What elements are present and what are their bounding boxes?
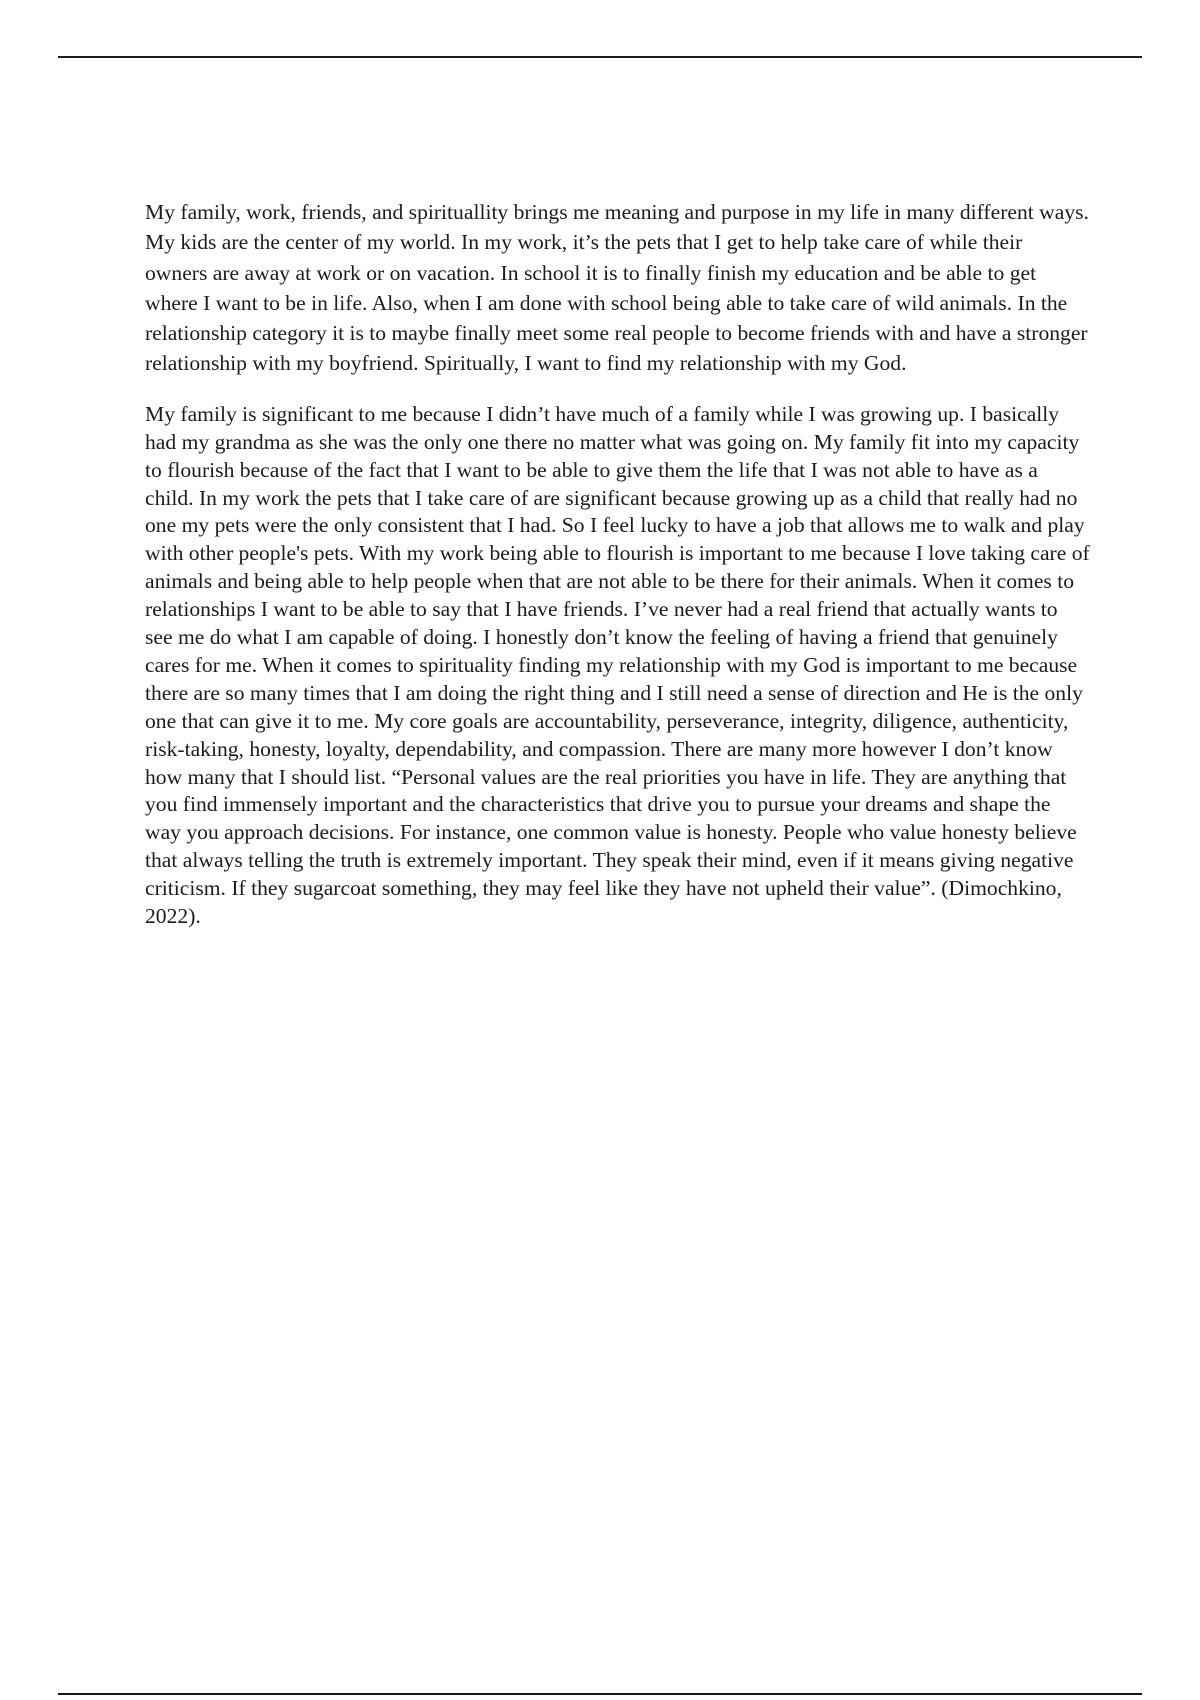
paragraph-1: My family, work, friends, and spirituallity brings me meaning and purpose in my life in many different ways. My kids are the center of my world. In my work, it’s the pets that I get to help take care of while their owners are away at work or on vacation. In school it is to finally finish my education and be able to get where I want to be in life. Also, when I am done with school being able to take care of wild animals. In the relationship category it is to maybe finally meet some real people to become friends with and have a stronger relationship with my boyfriend. Spiritually, I want to find my relationship with my God. — [145, 200, 1089, 376]
document-body — [145, 197, 1090, 931]
top-divider — [58, 56, 1142, 58]
paragraph-2: My family is significant to me because I didn’t have much of a family while I was growing up. I basically had my grandma as she was the only one there no matter what was going on. My family fit into my capacity to flourish because of the fact that I want to be able to give them the life that I was not able to have as a child. In my work the pets that I take care of are significant because growing up as a child that really had no one my pets were the only consistent that I had. So I feel lucky to have a job that allows me to walk and play with other people's pets. With my work being able to flourish is important to me because I love taking care of animals and being able to help people when that are not able to be there for their animals. When it comes to relationships I want to be able to say that I have friends. I’ve never had a real friend that actually wants to see me do what I am capable of doing. I honestly don’t know the feeling of having a friend that genuinely cares for me. When it comes to spirituality finding my relationship with my God is important to me because there are so many times that I am doing the right thing and I still need a sense of direction and He is the only one that can give it to me. My core goals are accountability, perseverance, integrity, diligence, authenticity, risk-taking, honesty, loyalty, dependability, and compassion. There are many more however I don’t know how many that I should list. “Personal values are the real priorities you have in life. They are anything that you find immensely important and the characteristics that drive you to pursue your dreams and shape the way you approach decisions. For instance, one common value is honesty. People who value honesty believe that always telling the truth is extremely important. They speak their mind, even if it means giving negative criticism. If they sugarcoat something, they may feel like they have not upheld their value”. (Dimochkino, 2022). — [145, 401, 1090, 929]
bottom-divider — [58, 1693, 1142, 1695]
